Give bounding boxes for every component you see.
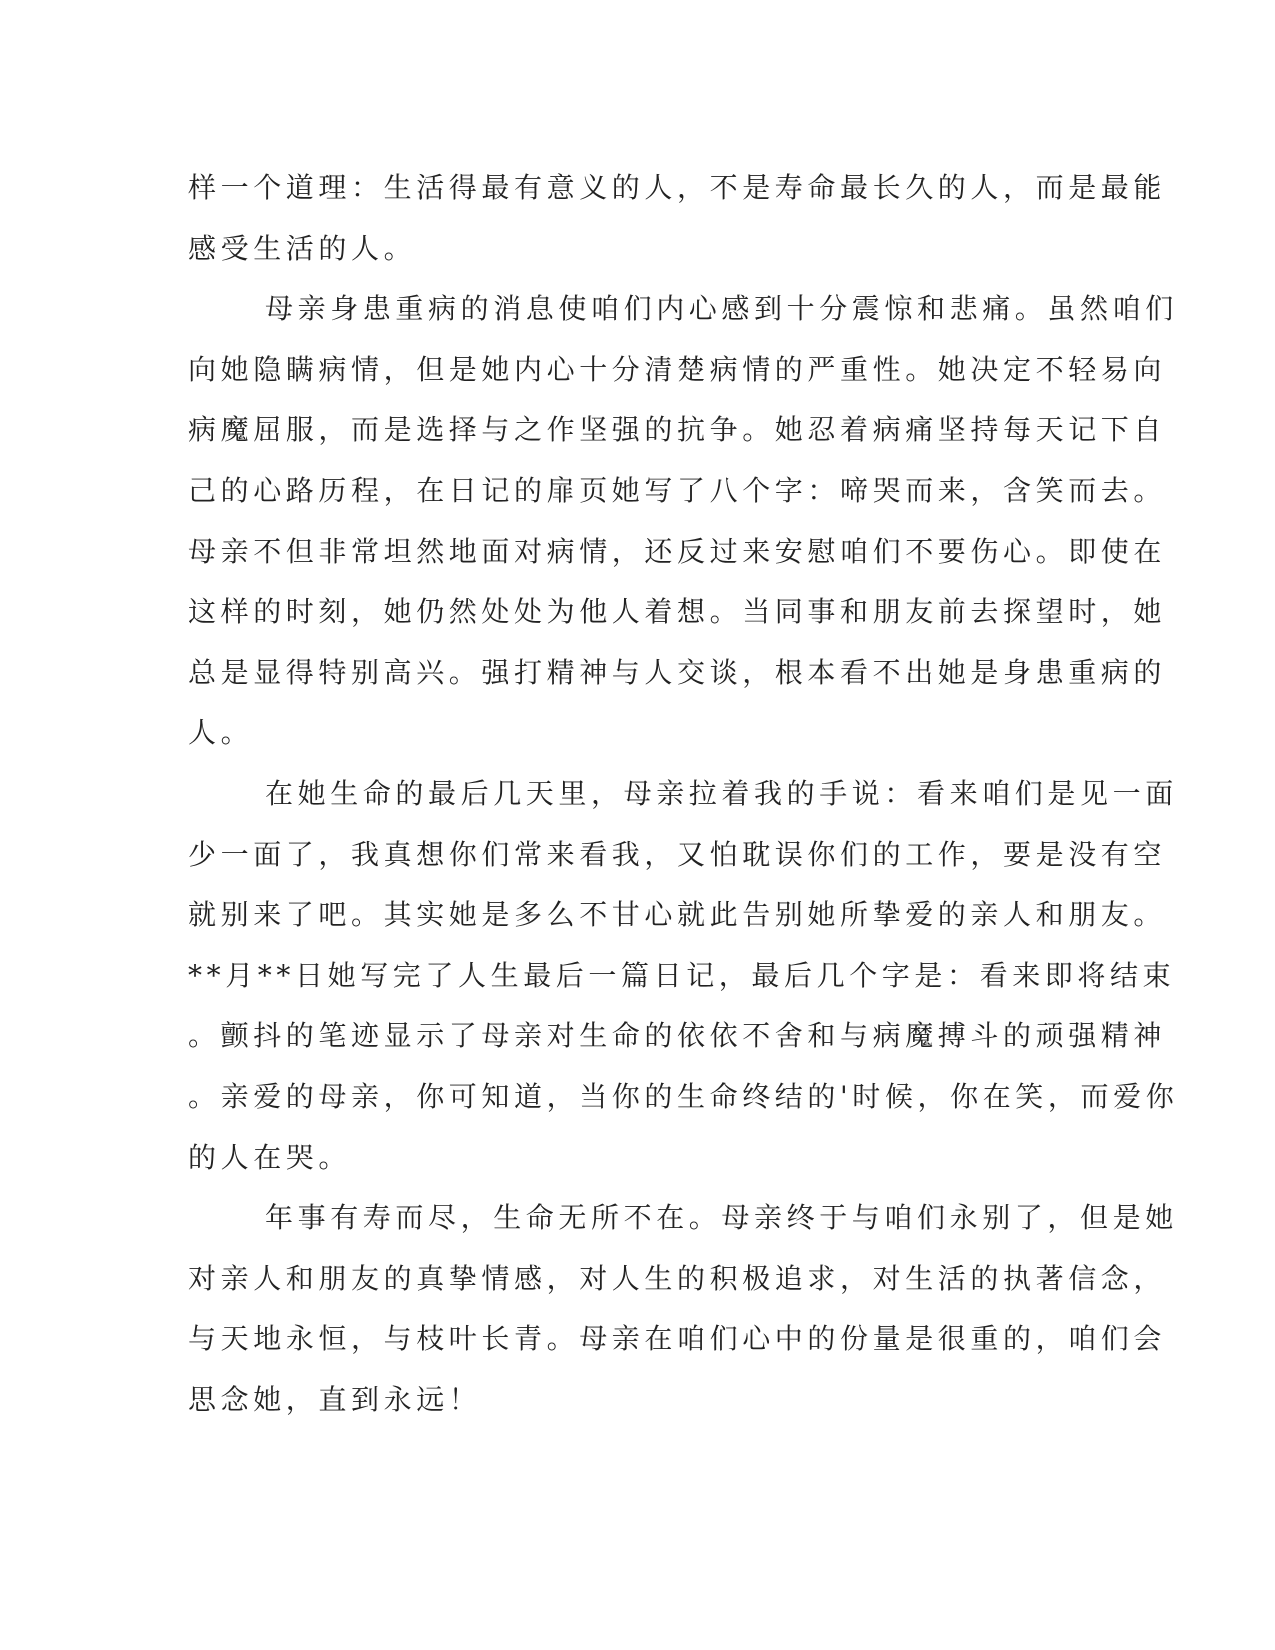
- text-line: 己的心路历程，在日记的扉页她写了八个字：啼哭而来，含笑而去。: [188, 473, 1167, 507]
- text-line: 母亲不但非常坦然地面对病情，还反过来安慰咱们不要伤心。即使在: [188, 534, 1167, 568]
- text-line: 人。: [188, 716, 254, 750]
- text-line: 对亲人和朋友的真挚情感，对人生的积极追求，对生活的执著信念，: [188, 1261, 1167, 1295]
- text-line: 总是显得特别高兴。强打精神与人交谈，根本看不出她是身患重病的: [188, 655, 1167, 689]
- text-line: 少一面了，我真想你们常来看我，又怕耽误你们的工作，要是没有空: [188, 837, 1167, 871]
- text-line: 的人在哭。: [188, 1140, 352, 1174]
- text-line: 病魔屈服，而是选择与之作坚强的抗争。她忍着病痛坚持每天记下自: [188, 413, 1167, 447]
- paragraph-4: [188, 1188, 1178, 1430]
- text-line: 年事有寿而尽，生命无所不在。母亲终于与咱们永别了，但是她: [265, 1201, 1178, 1235]
- text-line: 就别来了吧。其实她是多么不甘心就此告别她所挚爱的亲人和朋友。: [188, 898, 1167, 932]
- text-line: 样一个道理：生活得最有意义的人，不是寿命最长久的人，而是最能: [188, 171, 1167, 204]
- text-line: 向她隐瞒病情，但是她内心十分清楚病情的严重性。她决定不轻易向: [188, 352, 1167, 386]
- paragraph-3: [188, 764, 1179, 1188]
- text-line: 与天地永恒，与枝叶长青。母亲在咱们心中的份量是很重的，咱们会: [188, 1322, 1167, 1356]
- paragraph-2: [188, 279, 1178, 764]
- body-text: [188, 158, 1179, 1430]
- text-line: **月**日她写完了人生最后一篇日记，最后几个字是：看来即将结束: [188, 958, 1176, 992]
- text-line: 。颤抖的笔迹显示了母亲对生命的依依不舍和与病魔搏斗的顽强精神: [188, 1019, 1167, 1053]
- text-line: 感受生活的人。: [188, 231, 417, 265]
- text-line: 。亲爱的母亲，你可知道，当你的生命终结的'时候，你在笑，而爱你: [188, 1079, 1179, 1113]
- text-line: 在她生命的最后几天里，母亲拉着我的手说：看来咱们是见一面: [265, 776, 1178, 810]
- text-line: 思念她，直到永远！: [188, 1382, 482, 1416]
- paragraph-1: [188, 158, 1167, 279]
- text-line: 这样的时刻，她仍然处处为他人着想。当同事和朋友前去探望时，她: [188, 595, 1167, 629]
- text-line: 母亲身患重病的消息使咱们内心感到十分震惊和悲痛。虽然咱们: [265, 292, 1178, 326]
